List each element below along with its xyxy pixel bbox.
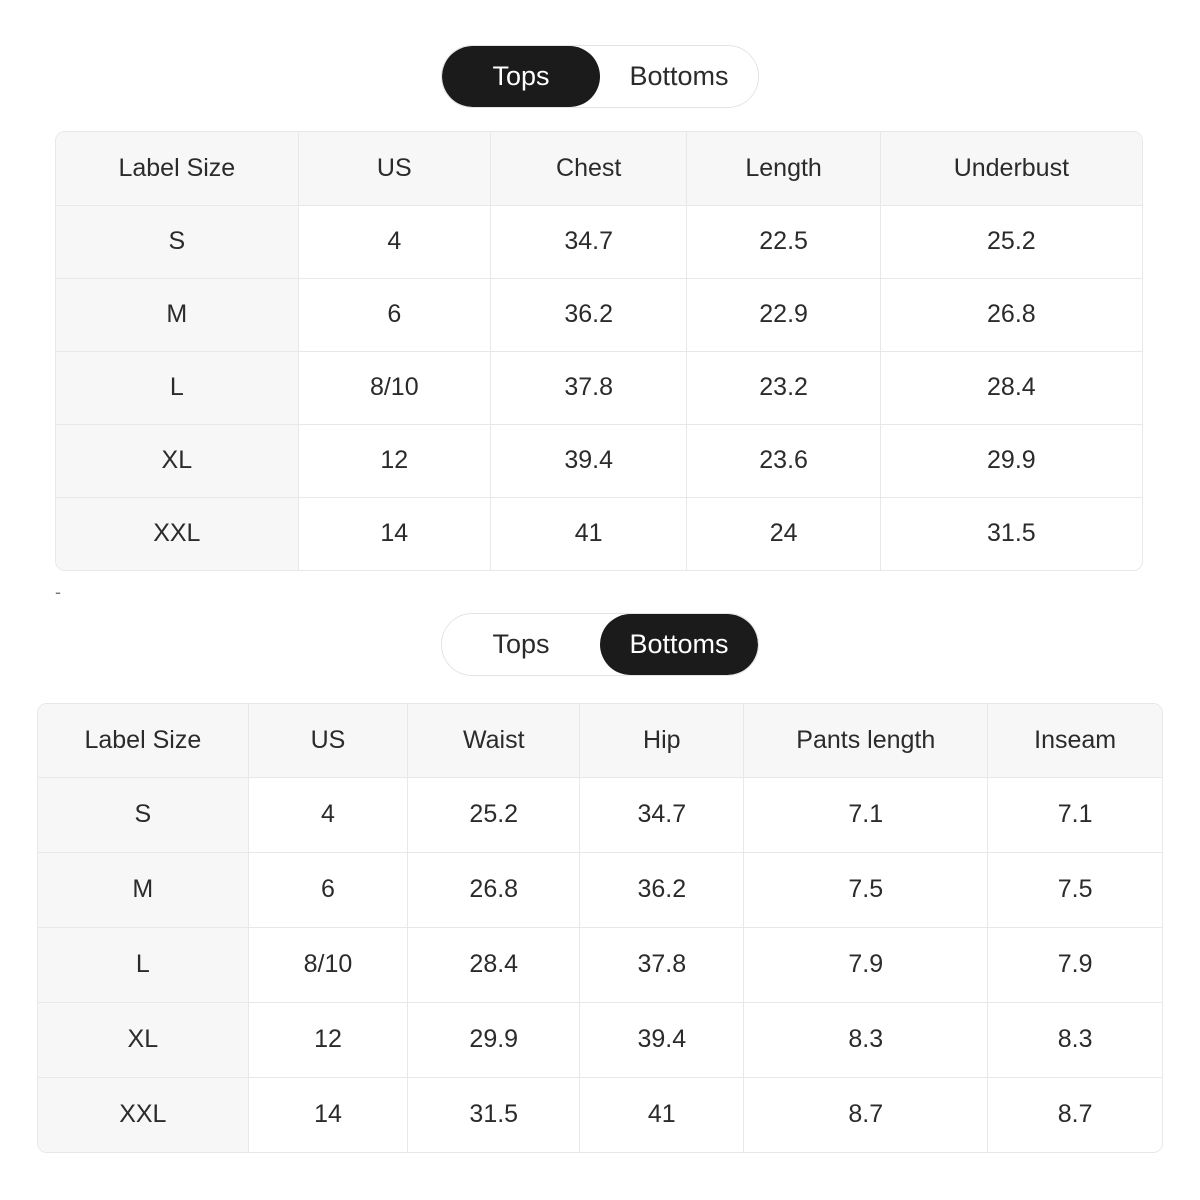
header-cell: Hip — [580, 704, 744, 777]
tops-size-table — [55, 131, 1143, 571]
table-cell: 8.3 — [988, 1002, 1162, 1077]
table-cell: 8.3 — [744, 1002, 988, 1077]
header-cell: Label Size — [38, 704, 248, 777]
table-cell: 29.9 — [408, 1002, 580, 1077]
header-cell: Length — [687, 132, 880, 205]
table-cell: 29.9 — [880, 424, 1142, 497]
header-cell: US — [248, 704, 408, 777]
table-cell: 4 — [298, 205, 490, 278]
table-cell: 34.7 — [490, 205, 687, 278]
table-cell: 8.7 — [988, 1077, 1162, 1152]
dash-artifact: - — [55, 582, 61, 602]
table-cell: 7.5 — [744, 852, 988, 927]
header-row — [56, 132, 1142, 205]
table-cell: 31.5 — [408, 1077, 580, 1152]
table-cell: 8.7 — [744, 1077, 988, 1152]
table-cell: 12 — [248, 1002, 408, 1077]
tab-bottoms[interactable]: Bottoms — [600, 614, 758, 675]
table-cell: 14 — [298, 497, 490, 570]
table-row — [56, 205, 1142, 278]
table-cell: 37.8 — [580, 927, 744, 1002]
table-row — [38, 852, 1162, 927]
table-row — [38, 777, 1162, 852]
table-cell: 34.7 — [580, 777, 744, 852]
table-cell: S — [56, 205, 298, 278]
table-cell: XL — [56, 424, 298, 497]
table-cell: 26.8 — [408, 852, 580, 927]
table-cell: 7.1 — [744, 777, 988, 852]
table-row — [56, 497, 1142, 570]
table-cell: 31.5 — [880, 497, 1142, 570]
table-row — [56, 278, 1142, 351]
table-cell: 6 — [248, 852, 408, 927]
table-cell: 36.2 — [490, 278, 687, 351]
tab-tops[interactable]: Tops — [442, 614, 600, 675]
table-cell: 41 — [580, 1077, 744, 1152]
table-cell: 25.2 — [880, 205, 1142, 278]
table-cell: 25.2 — [408, 777, 580, 852]
table-cell: 39.4 — [490, 424, 687, 497]
table-cell: XXL — [38, 1077, 248, 1152]
header-cell: Waist — [408, 704, 580, 777]
table-cell: L — [38, 927, 248, 1002]
bottoms-section-toggle — [441, 613, 759, 676]
bottoms-size-table — [37, 703, 1163, 1153]
table-cell: S — [38, 777, 248, 852]
table-row — [38, 1077, 1162, 1152]
table-cell: 28.4 — [408, 927, 580, 1002]
table-cell: 4 — [248, 777, 408, 852]
table-cell: 7.9 — [988, 927, 1162, 1002]
table-cell: 41 — [490, 497, 687, 570]
tops-section-toggle — [441, 45, 759, 108]
table-cell: 22.9 — [687, 278, 880, 351]
tab-bottoms[interactable]: Bottoms — [600, 46, 758, 107]
header-cell: Inseam — [988, 704, 1162, 777]
table-cell: M — [38, 852, 248, 927]
table-cell: 37.8 — [490, 351, 687, 424]
header-cell: US — [298, 132, 490, 205]
header-cell: Underbust — [880, 132, 1142, 205]
table-cell: 14 — [248, 1077, 408, 1152]
header-cell: Pants length — [744, 704, 988, 777]
header-cell: Chest — [490, 132, 687, 205]
table-cell: M — [56, 278, 298, 351]
table-cell: L — [56, 351, 298, 424]
table-cell: 12 — [298, 424, 490, 497]
table-cell: 36.2 — [580, 852, 744, 927]
table-cell: 7.5 — [988, 852, 1162, 927]
table-cell: 7.1 — [988, 777, 1162, 852]
table-row — [56, 351, 1142, 424]
table-cell: 26.8 — [880, 278, 1142, 351]
table-cell: 8/10 — [248, 927, 408, 1002]
table-cell: 23.6 — [687, 424, 880, 497]
table-cell: 7.9 — [744, 927, 988, 1002]
table-cell: 8/10 — [298, 351, 490, 424]
header-cell: Label Size — [56, 132, 298, 205]
tab-tops[interactable]: Tops — [442, 46, 600, 107]
table-cell: 6 — [298, 278, 490, 351]
table-cell: 28.4 — [880, 351, 1142, 424]
table-cell: 39.4 — [580, 1002, 744, 1077]
header-row — [38, 704, 1162, 777]
table-cell: 24 — [687, 497, 880, 570]
table-row — [56, 424, 1142, 497]
table-cell: 22.5 — [687, 205, 880, 278]
table-row — [38, 1002, 1162, 1077]
table-row — [38, 927, 1162, 1002]
table-cell: 23.2 — [687, 351, 880, 424]
table-cell: XXL — [56, 497, 298, 570]
table-cell: XL — [38, 1002, 248, 1077]
